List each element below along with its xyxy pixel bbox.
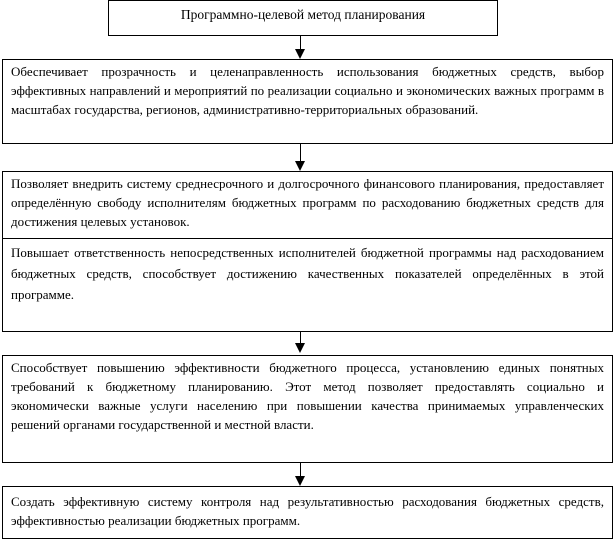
arrow-down-icon [295, 343, 305, 353]
arrow-down-icon [295, 49, 305, 59]
connector-line [300, 144, 301, 162]
step-text-4: Способствует повышению эффективности бюджетного процесса, установлению единых понятных требований к бюджетному планированию. Этот метод позволяет предоставлять социально и экономически важные услуги населению при повышении качества принимаемых управленческих решений органами государственной и местной власти. [11, 360, 604, 432]
step-box-2 [2, 171, 613, 242]
step-text-1: Обеспечивает прозрачность и целенаправленность использования бюджетных средств, выбор эффективных направлений и мероприятий по реализации социально и экономических важных программ в масштабах государства, регионов, административно-территориальных образований. [11, 64, 604, 117]
arrow-down-icon [295, 476, 305, 486]
arrow-down-icon [295, 161, 305, 171]
step-box-4 [2, 355, 613, 463]
step-text-5: Создать эффективную систему контроля над результативностью расходования бюджетных средств, эффективностью реализации бюджетных программ. [11, 494, 604, 528]
step-box-1 [2, 59, 613, 144]
step-text-3: Повышает ответственность непосредственных исполнителей бюджетной программы над расходованием бюджетных средств, способствует достижению качественных показателей определённых в этой программе. [11, 245, 604, 302]
method-title-box [108, 0, 498, 36]
method-title: Программно-целевой метод планирования [180, 7, 426, 22]
step-box-5 [2, 486, 613, 539]
connector-line [300, 36, 301, 50]
step-text-2: Позволяет внедрить систему среднесрочного и долгосрочного финансового планирования, предоставляет определённую свободу исполнителям бюджетных программ по расходованию бюджетных средств для достижения целевых установок. [11, 176, 604, 229]
step-box-3 [2, 238, 613, 332]
connector-line [300, 463, 301, 477]
